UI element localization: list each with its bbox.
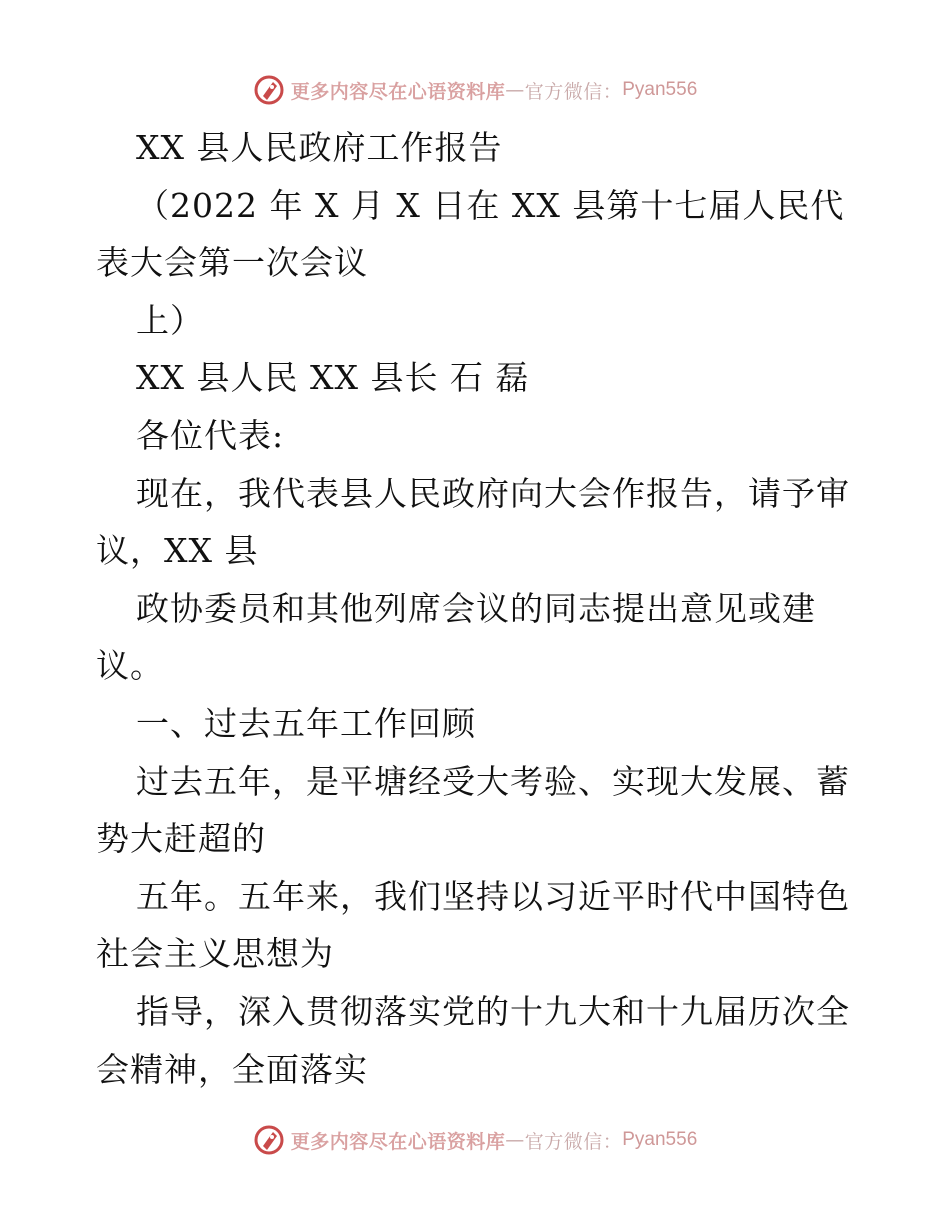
- meeting-info-line-3: 上）: [136, 301, 204, 340]
- pen-nib-seal-icon: [253, 74, 285, 106]
- paragraph-line: 过去五年，是平塘经受大考验、实现大发展、蓄: [136, 762, 850, 801]
- paragraph-line: 议，XX 县: [96, 531, 259, 570]
- paragraph-line: 五年。五年来，我们坚持以习近平时代中国特色: [136, 877, 850, 916]
- paragraph-line: 现在，我代表县人民政府向大会作报告，请予审: [136, 474, 850, 513]
- meeting-info-line-2: 表大会第一次会议: [96, 243, 368, 282]
- watermark-sub-text: 官方微信：: [524, 1130, 623, 1153]
- watermark-dash: —: [505, 1129, 525, 1151]
- paragraph-line: 政协委员和其他列席会议的同志提出意见或建: [136, 589, 816, 628]
- salutation: 各位代表:: [136, 416, 285, 455]
- watermark-contact: Pyan556: [622, 1129, 698, 1150]
- paragraph-line: 指导，深入贯彻落实党的十九大和十九届历次全: [136, 992, 850, 1031]
- watermark-dash: —: [505, 79, 525, 101]
- paragraph-line: 势大赶超的: [96, 819, 266, 858]
- meeting-info-line-1: （2022 年 X 月 X 日在 XX 县第十七届人民代: [136, 186, 845, 225]
- paragraph-line: 会精神，全面落实: [96, 1050, 368, 1089]
- pen-nib-seal-icon: [253, 1124, 285, 1156]
- watermark-sub-text: 官方微信：: [524, 80, 623, 103]
- watermark-main-text: 更多内容尽在心语资料库: [290, 80, 506, 103]
- footer-watermark: [0, 1118, 950, 1162]
- watermark-contact: Pyan556: [622, 79, 698, 100]
- report-title: XX 县人民政府工作报告: [136, 128, 503, 167]
- section-heading: 一、过去五年工作回顾: [136, 704, 476, 743]
- watermark-main-text: 更多内容尽在心语资料库: [290, 1130, 506, 1153]
- paragraph-line: 社会主义思想为: [96, 934, 334, 973]
- paragraph-line: 议。: [96, 646, 164, 685]
- author-line: XX 县人民 XX 县长 石 磊: [136, 358, 530, 397]
- header-watermark: [0, 68, 950, 112]
